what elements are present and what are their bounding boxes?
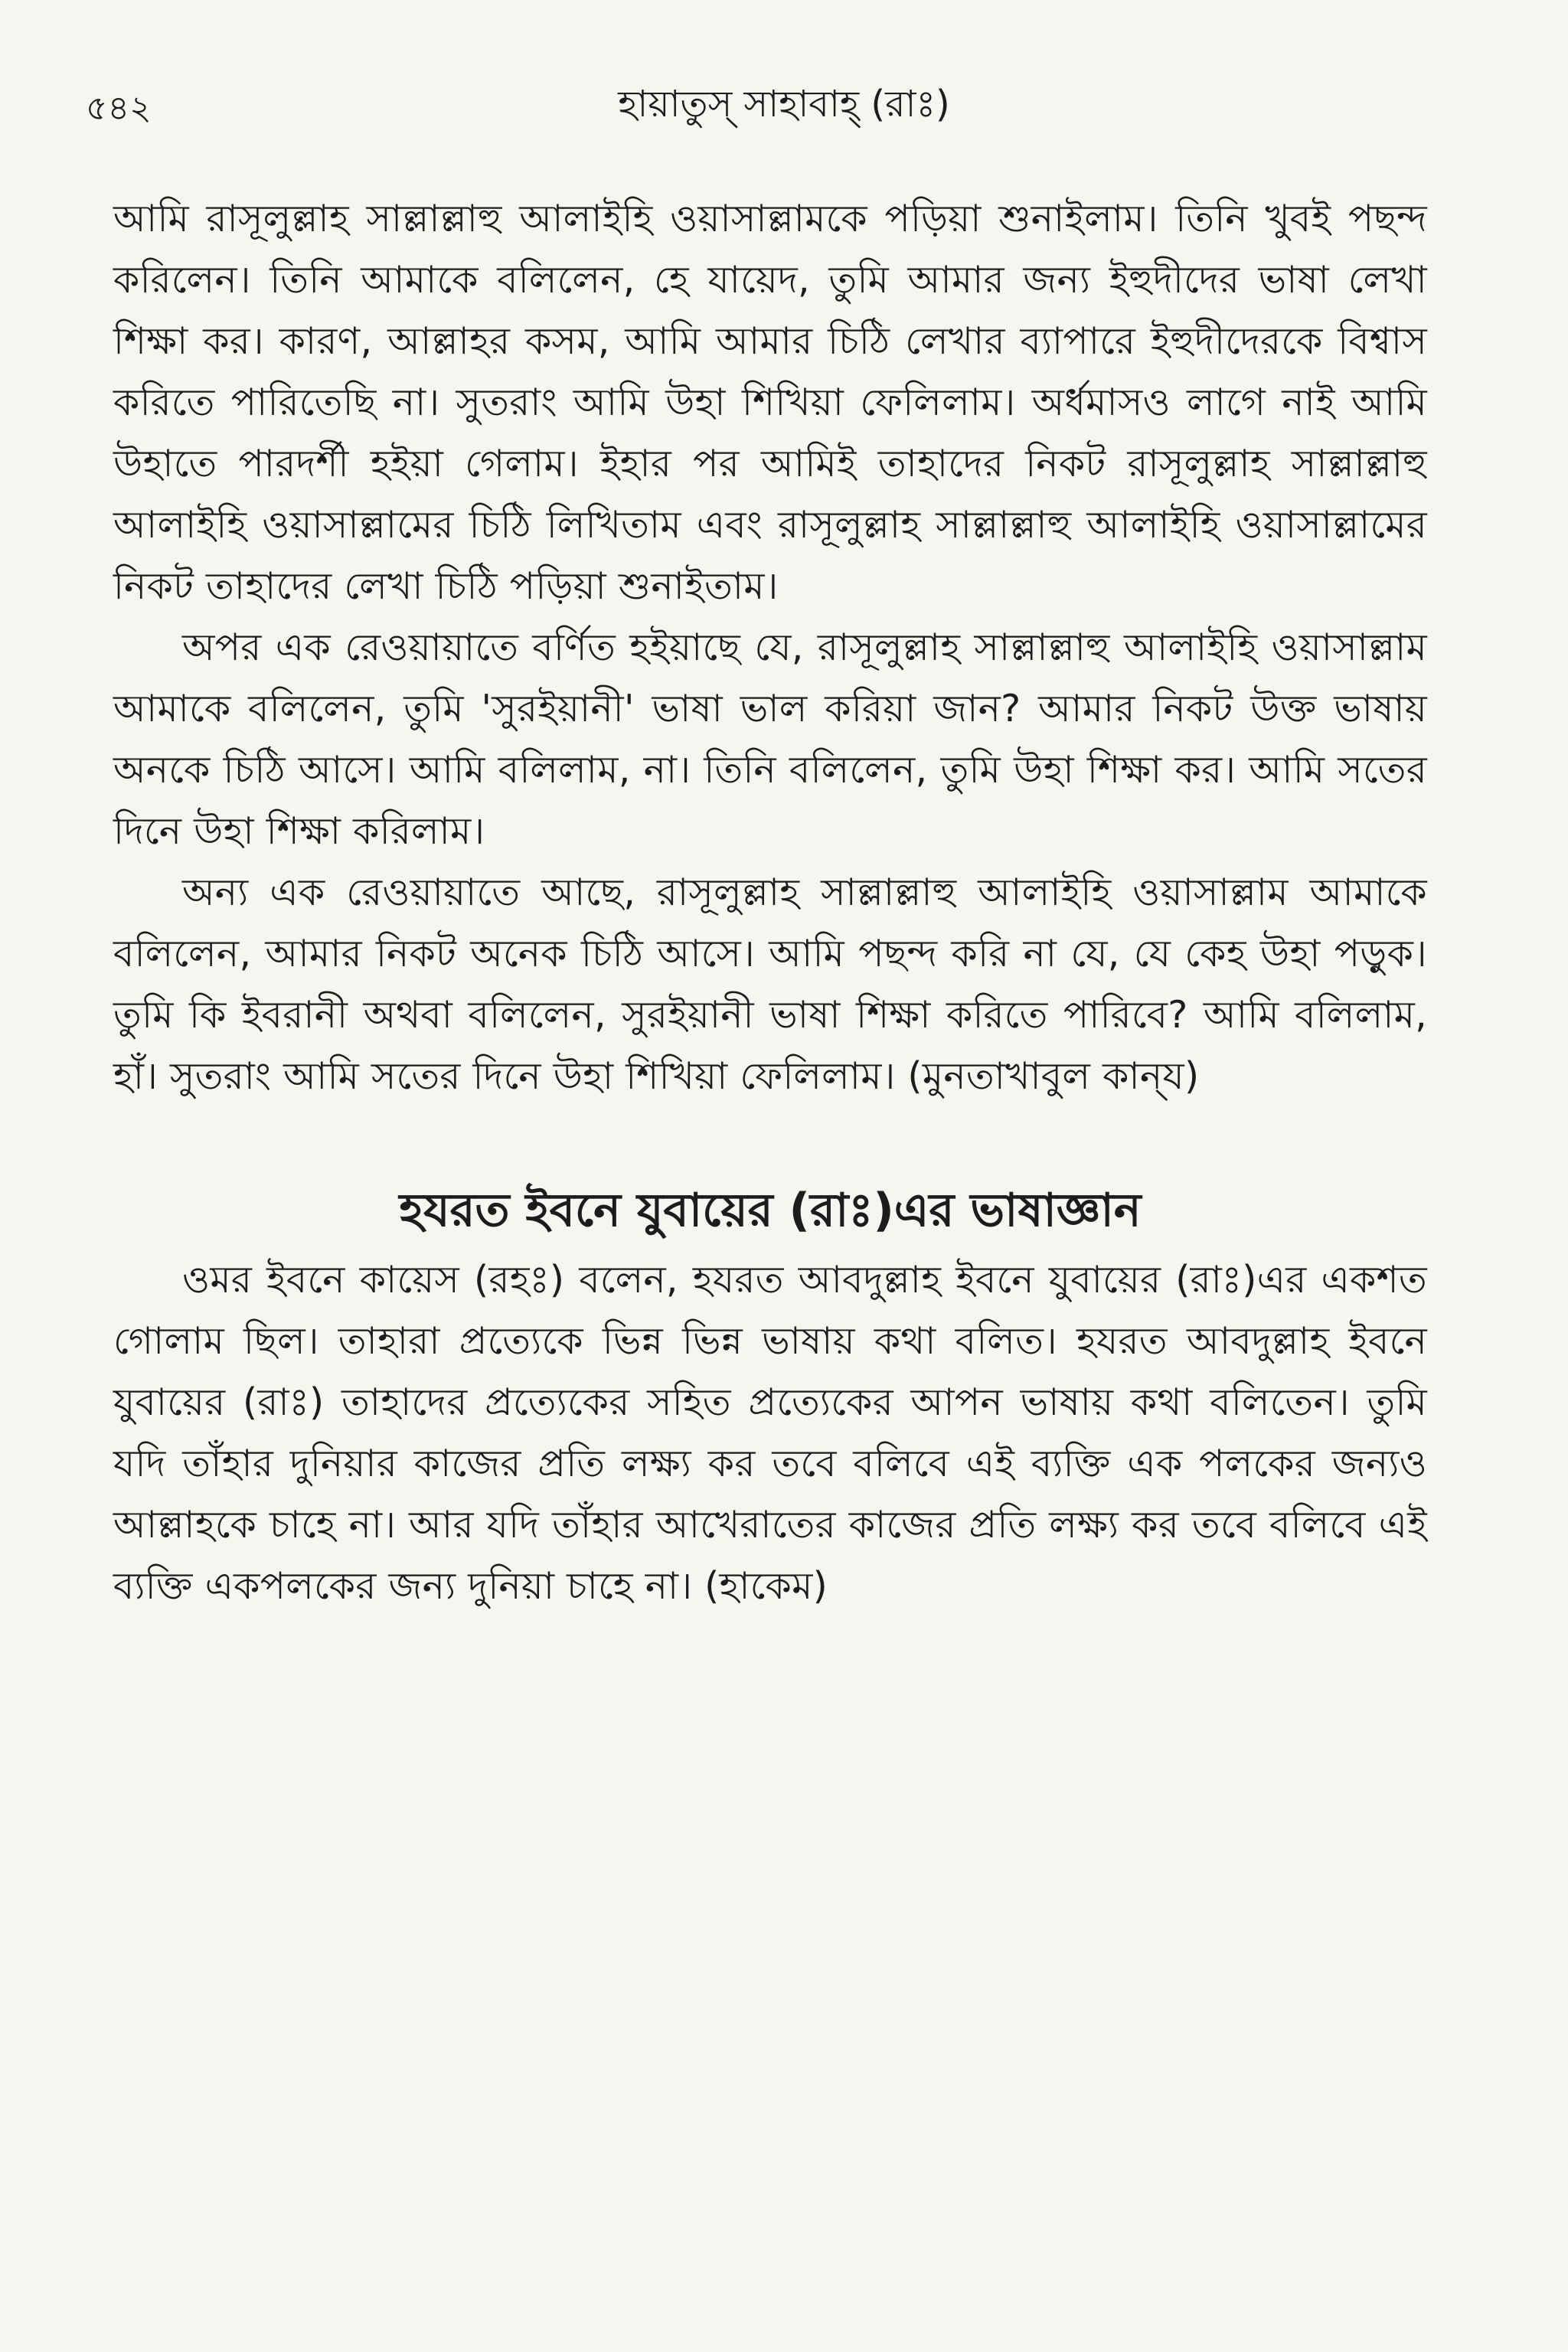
section-heading: হযরত ইবনে যুবায়ের (রাঃ)এর ভাষাজ্ঞান (399, 1184, 1142, 1237)
body-text (113, 188, 1427, 1617)
page-number: ৫৪২ (86, 89, 152, 128)
running-header-title: হায়াতুস্ সাহাবাহ্ (রাঃ) (618, 83, 950, 126)
paragraph-suryani-narration: অপর এক রেওয়ায়াতে বর্ণিত হইয়াছে যে, রাসূলুল্লাহ সাল্লাল্লাহু আলাইহি ওয়াসাল্লাম আমাকে বলিলেন, তুমি 'সুরইয়ানী' ভাষা ভাল করিয়া জান? আমার নিকট উক্ত ভাষায় অনকে চিঠি আসে। আমি বলিলাম, না। তিনি বলিলেন, তুমি উহা শিক্ষা কর। আমি সতের দিনে উহা শিক্ষা করিলাম। (113, 626, 1427, 853)
section-paragraph: ওমর ইবনে কায়েস (রহঃ) বলেন, হযরত আবদুল্লাহ ইবনে যুবায়ের (রাঃ)এর একশত গোলাম ছিল। তাহারা প্রত্যেকে ভিন্ন ভিন্ন ভাষায় কথা বলিত। হযরত আবদুল্লাহ ইবনে যুবায়ের (রাঃ) তাহাদের প্রত্যেকের সহিত প্রত্যেকের আপন ভাষায় কথা বলিতেন। তুমি যদি তাঁহার দুনিয়ার কাজের প্রতি লক্ষ্য কর তবে বলিবে এই ব্যক্তি এক পলকের জন্যও আল্লাহকে চাহে না। আর যদি তাঁহার আখেরাতের কাজের প্রতি লক্ষ্য কর তবে বলিবে এই ব্যক্তি একপলকের জন্য দুনিয়া চাহে না। (হাকেম) (113, 1258, 1427, 1608)
paragraph-another-narration: অন্য এক রেওয়ায়াতে আছে, রাসূলুল্লাহ সাল্লাল্লাহু আলাইহি ওয়াসাল্লাম আমাকে বলিলেন, আমার নিকট অনেক চিঠি আসে। আমি পছন্দ করি না যে, যে কেহ উহা পড়ুক। তুমি কি ইবরানী অথবা বলিলেন, সুরইয়ানী ভাষা শিক্ষা করিতে পারিবে? আমি বলিলাম, হাঁ। সুতরাং আমি সতের দিনে উহা শিখিয়া ফেলিলাম। (মুনতাখাবুল কান্‌য) (113, 871, 1427, 1098)
paragraph-continuation: আমি রাসূলুল্লাহ সাল্লাল্লাহু আলাইহি ওয়াসাল্লামকে পড়িয়া শুনাইলাম। তিনি খুবই পছন্দ করিলেন। তিনি আমাকে বলিলেন, হে যায়েদ, তুমি আমার জন্য ইহুদীদের ভাষা লেখা শিক্ষা কর। কারণ, আল্লাহর কসম, আমি আমার চিঠি লেখার ব্যাপারে ইহুদীদেরকে বিশ্বাস করিতে পারিতেছি না। সুতরাং আমি উহা শিখিয়া ফেলিলাম। অর্ধমাসও লাগে নাই আমি উহাতে পারদর্শী হইয়া গেলাম। ইহার পর আমিই তাহাদের নিকট রাসূলুল্লাহ সাল্লাল্লাহু আলাইহি ওয়াসাল্লামের চিঠি লিখিতাম এবং রাসূলুল্লাহ সাল্লাল্লাহু আলাইহি ওয়াসাল্লামের নিকট তাহাদের লেখা চিঠি পড়িয়া শুনাইতাম। (113, 197, 1427, 608)
